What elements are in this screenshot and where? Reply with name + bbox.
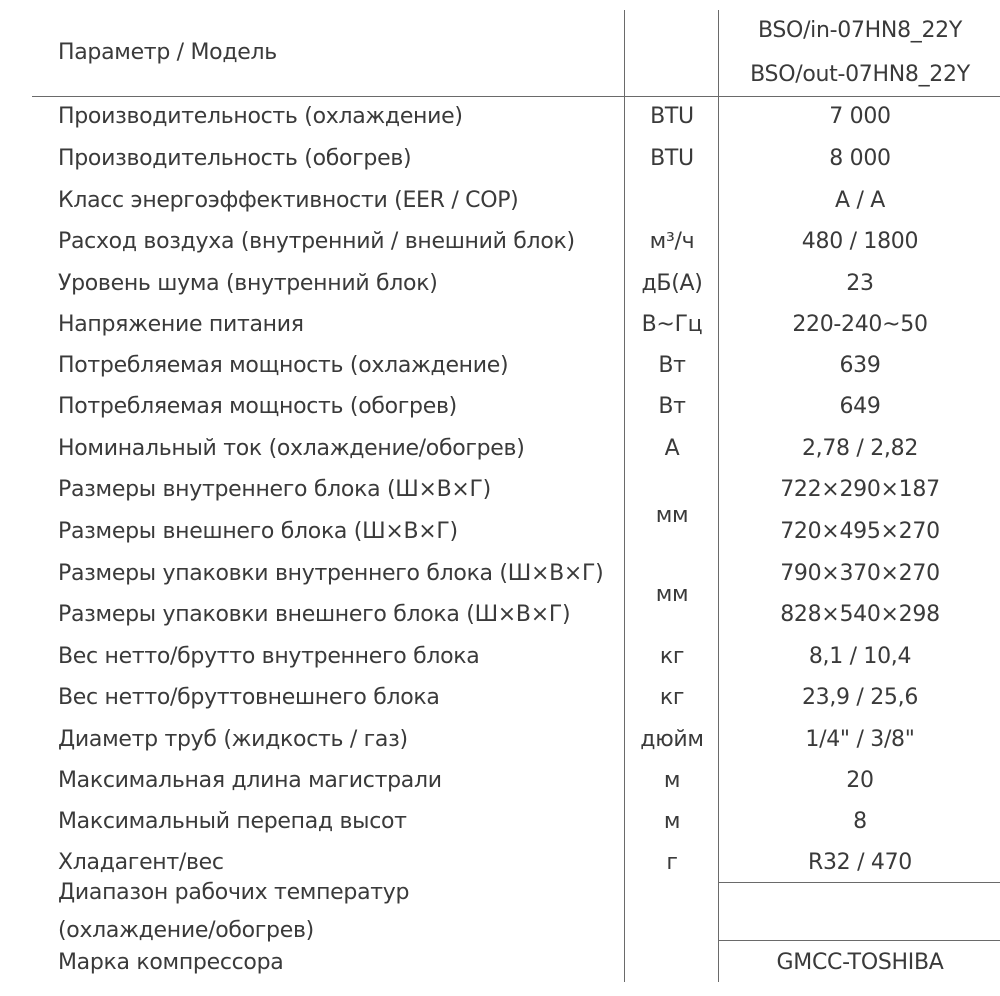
row-param: Производительность (обогрев)	[58, 146, 412, 171]
row-value: 8	[853, 809, 867, 834]
row-value: 1/4" / 3/8"	[805, 727, 915, 752]
row-param: Размеры упаковки внутреннего блока (Ш×В×Г)	[58, 561, 604, 586]
row-param: Максимальная длина магистрали	[58, 768, 442, 793]
row-unit: г	[666, 850, 678, 875]
row-value: 649	[839, 394, 881, 419]
row-value: R32 / 470	[808, 850, 912, 875]
package-unit: мм	[655, 582, 689, 607]
row-param: Диаметр труб (жидкость / газ)	[58, 727, 408, 752]
row-param: Расход воздуха (внутренний / внешний блок)	[58, 229, 575, 254]
row-param: Уровень шума (внутренний блок)	[58, 271, 438, 296]
compressor-value: GMCC-TOSHIBA	[776, 950, 944, 975]
row-value: 2,78 / 2,82	[801, 436, 919, 461]
row-value: 480 / 1800	[801, 229, 919, 254]
row-param: Размеры упаковки внешнего блока (Ш×В×Г)	[58, 602, 571, 627]
row-value: 722×290×187	[780, 477, 940, 502]
row-value: 720×495×270	[780, 519, 940, 544]
row-param: Напряжение питания	[58, 312, 304, 337]
row-param: Класс энергоэффективности (EER / COP)	[58, 188, 519, 213]
value-divider-bottom	[718, 940, 1000, 941]
row-value: 8 000	[829, 146, 891, 171]
column-divider-left	[624, 10, 625, 982]
row-unit: м	[663, 768, 681, 793]
row-value: A / A	[835, 188, 885, 213]
dimensions-unit: мм	[655, 503, 689, 528]
row-param: Потребляемая мощность (обогрев)	[58, 394, 457, 419]
row-unit: Вт	[658, 353, 686, 378]
row-param: Вес нетто/брутто внутреннего блока	[58, 644, 480, 669]
row-unit: кг	[659, 685, 685, 710]
row-unit: дБ(А)	[641, 271, 703, 296]
row-unit: А	[664, 436, 680, 461]
column-divider-right	[718, 10, 719, 982]
header-divider	[32, 96, 1000, 97]
row-param: Номинальный ток (охлаждение/обогрев)	[58, 436, 525, 461]
row-unit: В~Гц	[641, 312, 703, 337]
header-model-indoor: BSO/in-07HN8_22Y	[757, 18, 963, 43]
row-param: Потребляемая мощность (охлаждение)	[58, 353, 509, 378]
row-unit: кг	[659, 644, 685, 669]
row-value: 828×540×298	[780, 602, 940, 627]
row-unit: BTU	[650, 104, 694, 129]
row-value: 7 000	[829, 104, 891, 129]
row-param: Размеры внутреннего блока (Ш×В×Г)	[58, 477, 491, 502]
row-value: 23,9 / 25,6	[801, 685, 919, 710]
temp-range-label-line2: (охлаждение/обогрев)	[58, 918, 314, 943]
row-param: Вес нетто/бруттовнешнего блока	[58, 685, 440, 710]
row-value: 790×370×270	[780, 561, 940, 586]
temp-range-label-line1: Диапазон рабочих температур	[58, 880, 410, 905]
value-divider-top	[718, 882, 1000, 883]
row-value: 23	[846, 271, 874, 296]
header-param-label: Параметр / Модель	[58, 40, 277, 65]
row-param: Максимальный перепад высот	[58, 809, 407, 834]
row-unit: м	[663, 809, 681, 834]
row-unit: дюйм	[640, 727, 704, 752]
row-unit: Вт	[658, 394, 686, 419]
row-value: 220-240~50	[792, 312, 928, 337]
header-model-outdoor: BSO/out-07HN8_22Y	[750, 62, 970, 87]
row-value: 8,1 / 10,4	[808, 644, 912, 669]
row-unit: BTU	[650, 146, 694, 171]
row-param: Хладагент/вес	[58, 850, 224, 875]
row-param: Размеры внешнего блока (Ш×В×Г)	[58, 519, 458, 544]
row-unit: м³/ч	[649, 229, 695, 254]
row-value: 20	[846, 768, 874, 793]
row-value: 639	[839, 353, 881, 378]
compressor-label: Марка компрессора	[58, 950, 284, 975]
row-param: Производительность (охлаждение)	[58, 104, 463, 129]
